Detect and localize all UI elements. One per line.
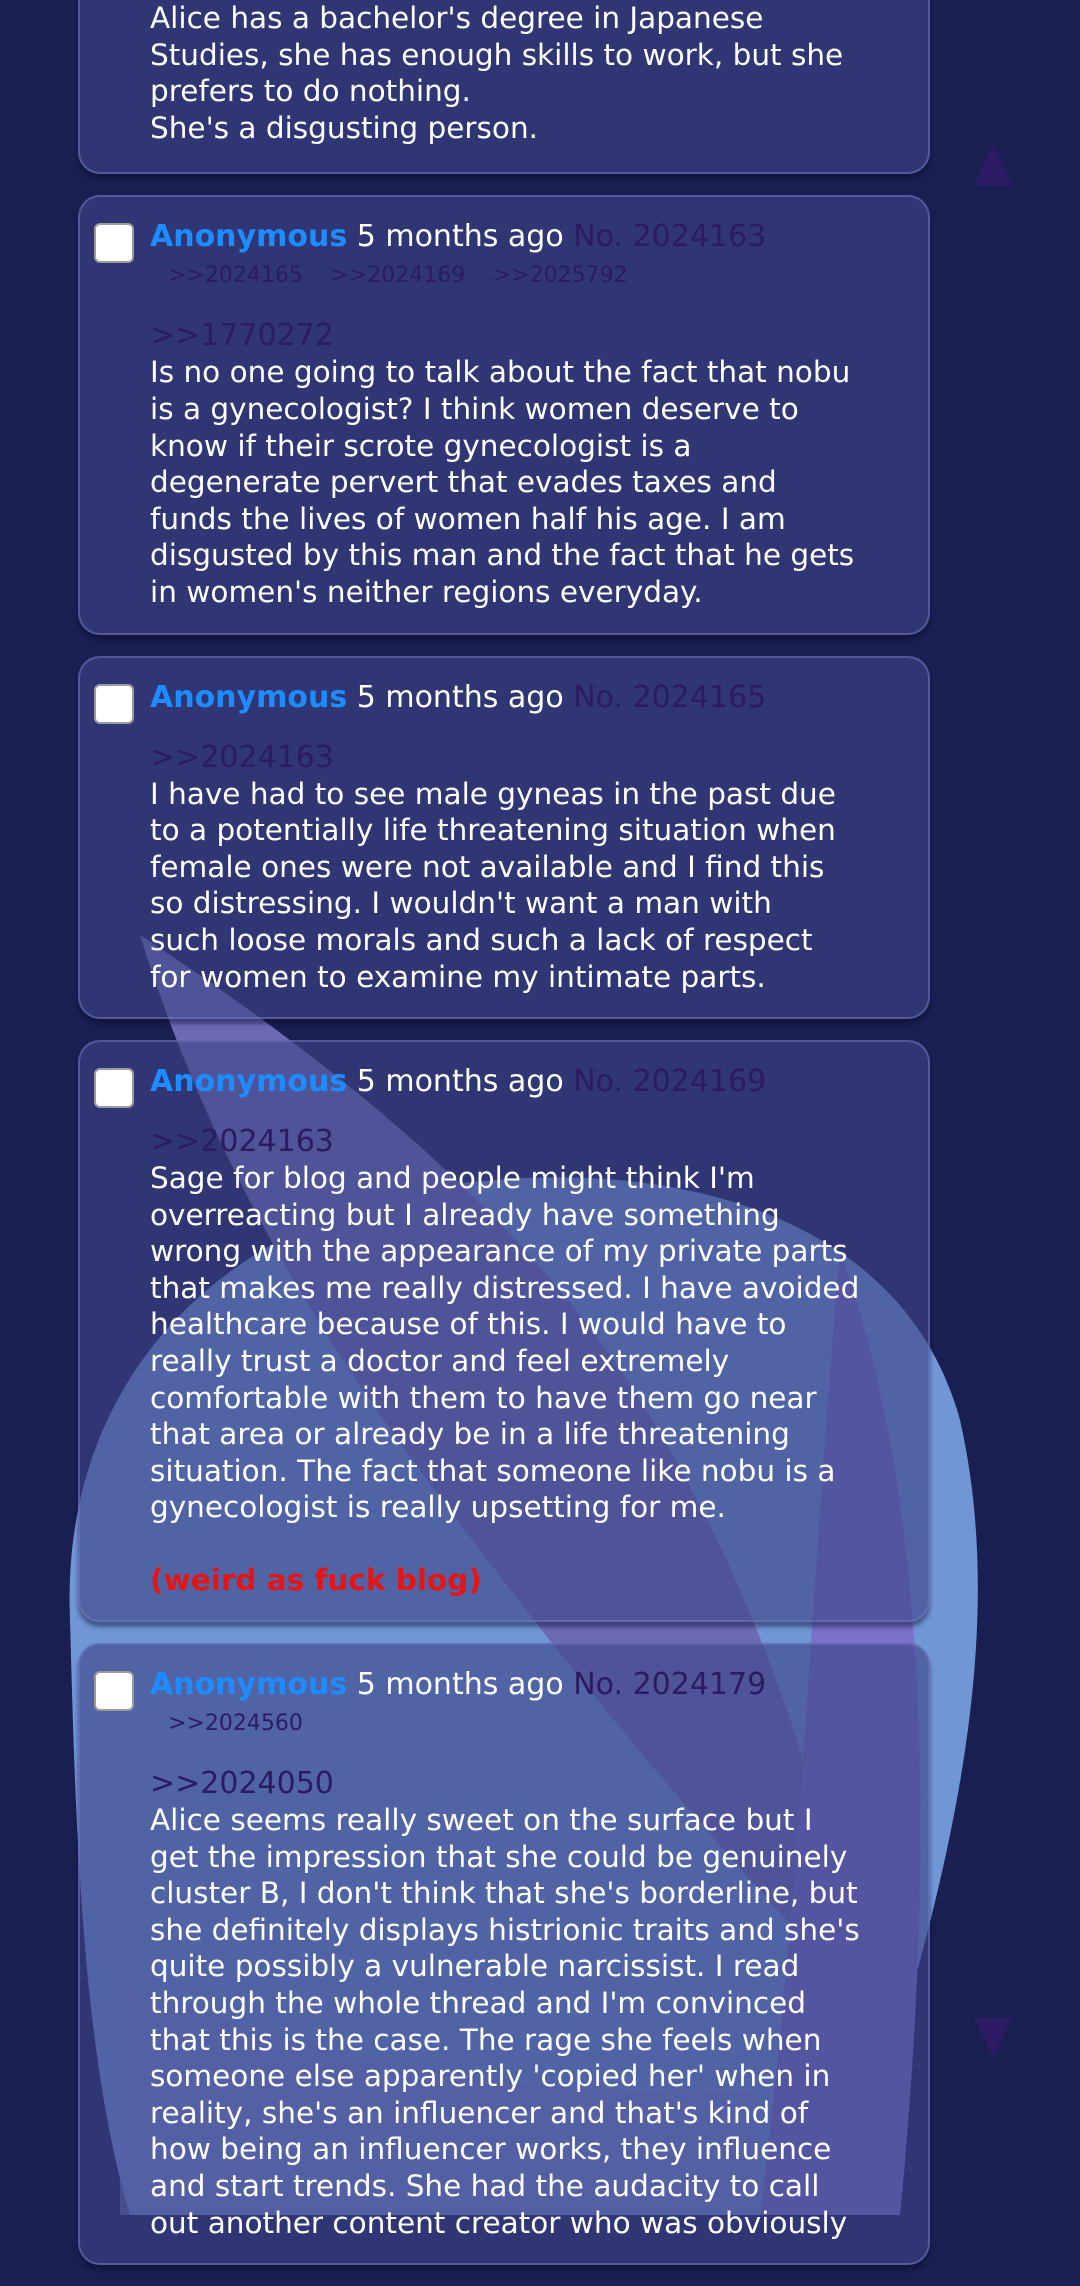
redtext-note: (weird as fuck blog) <box>150 1563 482 1598</box>
post-card <box>78 0 930 174</box>
post-number[interactable]: No. 2024169 <box>573 1064 767 1100</box>
post-card <box>78 1040 930 1622</box>
post-header <box>150 219 800 294</box>
post-number[interactable]: No. 2024179 <box>573 1667 767 1703</box>
quote-link[interactable]: >>2024163 <box>150 1124 334 1160</box>
reply-link[interactable]: >>2024165 <box>168 263 303 289</box>
quote-link[interactable]: >>2024050 <box>150 1766 334 1802</box>
scroll-down-icon[interactable] <box>974 2018 1012 2056</box>
post-header <box>150 1064 904 1100</box>
post-body: Is no one going to talk about the fact that nobu is a gynecologist? I think women deserve to know if their scrote gynecologist is a degenerate pervert that evades taxes and funds the lives of women half his age. I am disgusted by this man and the fact that he gets in women's neither regions everyday. <box>150 355 855 609</box>
post-number[interactable]: No. 2024165 <box>573 679 767 715</box>
poster-name[interactable]: Anonymous <box>150 679 348 715</box>
post-time: 5 months ago <box>356 219 564 255</box>
post-body: Alice seems really sweet on the surface but I get the impression that she could be genuinely cluster B, I don't think that she's borderline, but she definitely displays histrionic traits and she's quite possibly a vulnerable narcissist. I read through the whole thread and I'm convinced that this is the case. The rage she feels when someone else apparently 'copied her' when in reality, she's an influencer and that's kind of how being an influencer works, they influence and start trends. She had the audacity to call out another content creator who was obviously <box>150 1803 860 2240</box>
poster-name[interactable]: Anonymous <box>150 1667 348 1703</box>
post-body: Alice has a bachelor's degree in Japanese Studies, she has enough skills to work, but she prefers to do nothing. She's a disgusting person. <box>150 1 844 145</box>
post-body: I have had to see male gyneas in the past due to a potentially life threatening situation when female ones were not available and I find this so distressing. I wouldn't want a man with such loose morals and such a lack of respect for women to examine my intimate parts. <box>150 776 836 994</box>
poster-name[interactable]: Anonymous <box>150 1064 348 1100</box>
scroll-up-icon[interactable] <box>974 144 1012 186</box>
post-checkbox[interactable] <box>94 1068 134 1108</box>
post-header <box>150 680 904 716</box>
post-number[interactable]: No. 2024163 <box>573 219 767 255</box>
post-header <box>150 1667 904 1742</box>
post-card <box>78 656 930 1020</box>
post-time: 5 months ago <box>356 1667 564 1703</box>
post-time: 5 months ago <box>356 679 564 715</box>
post-checkbox[interactable] <box>94 684 134 724</box>
post-time: 5 months ago <box>356 1064 564 1100</box>
quote-link[interactable]: >>1770272 <box>150 318 334 354</box>
reply-link[interactable]: >>2025792 <box>492 263 628 289</box>
reply-link[interactable]: >>2024169 <box>330 263 466 289</box>
post-body: Sage for blog and people might think I'm overreacting but I already have something wrong with the appearance of my private parts that makes me really distressed. I have avoided healthcare because of this. I would have to really trust a doctor and feel extremely comfortable with them to have them go near that area or already be in a life threatening situation. The fact that someone like nobu is a gynecologist is really upsetting for me. <box>150 1161 860 1525</box>
post-checkbox[interactable] <box>94 223 134 263</box>
post-card <box>78 1643 930 2265</box>
quote-link[interactable]: >>2024163 <box>150 739 334 775</box>
post-card <box>78 195 930 634</box>
reply-link[interactable]: >>2024560 <box>168 1711 303 1737</box>
thread <box>78 0 930 2286</box>
poster-name[interactable]: Anonymous <box>150 219 348 255</box>
post-checkbox[interactable] <box>94 1671 134 1711</box>
